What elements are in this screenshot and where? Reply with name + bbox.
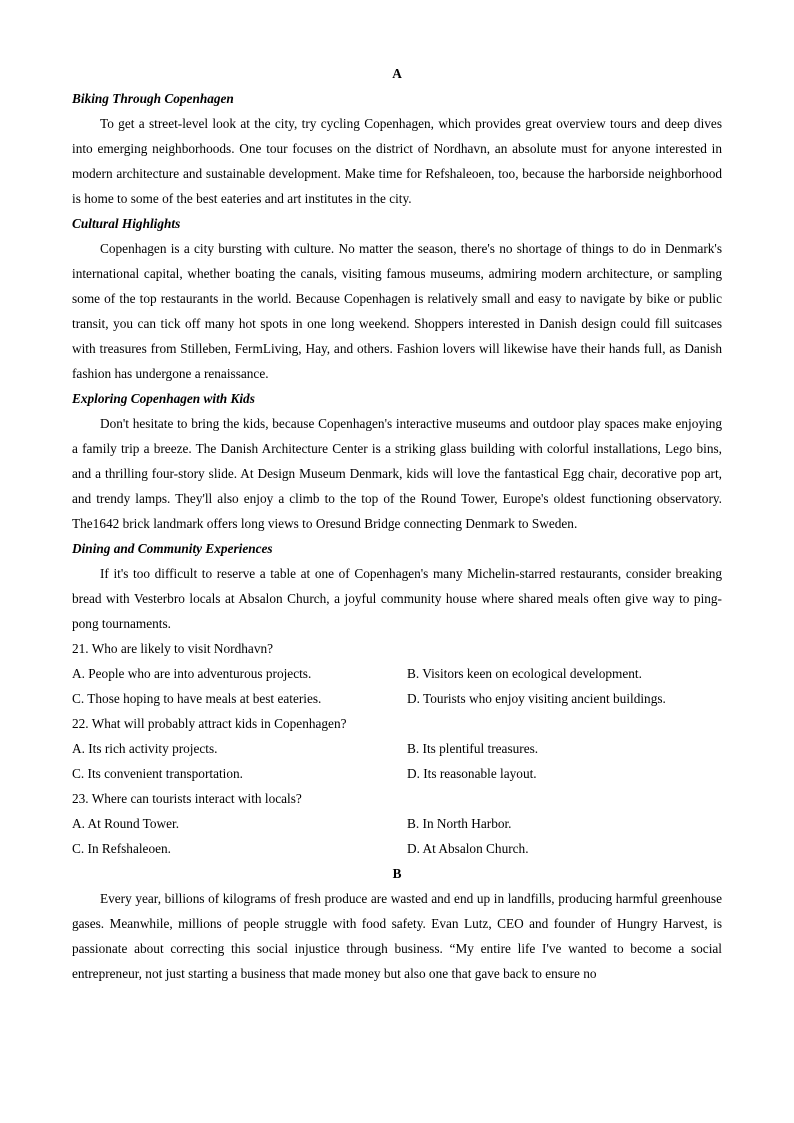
- option-d: D. At Absalon Church.: [407, 841, 529, 856]
- section-heading-dining: Dining and Community Experiences: [72, 541, 273, 556]
- option-c: C. Its convenient transportation.: [72, 766, 243, 781]
- option-grid: [72, 736, 722, 786]
- question-stem: 23. Where can tourists interact with locals?: [72, 791, 302, 806]
- option-a: A. At Round Tower.: [72, 816, 180, 831]
- question-21: [72, 636, 722, 711]
- section-text-kids: Don't hesitate to bring the kids, because Copenhagen's interactive museums and outdoor play spaces make enjoying a family trip a breeze. The Danish Architecture Center is a striking glass building with colorful installations, Lego bins, and a thrilling four-story slide. At Design Museum Denmark, kids will love the fantastical Egg chair, decorative pop art, and trendy lamps. They'll also enjoy a climb to the top of the Round Tower, Europe's oldest functioning observatory. The1642 brick landmark offers long views to Oresund Bridge connecting Denmark to Sweden.: [72, 416, 722, 531]
- section-heading-biking: Biking Through Copenhagen: [72, 91, 234, 106]
- question-stem: 22. What will probably attract kids in Copenhagen?: [72, 716, 347, 731]
- option-c: C. Those hoping to have meals at best eateries.: [72, 691, 322, 706]
- option-b: B. Its plentiful treasures.: [407, 741, 539, 756]
- question-22: [72, 711, 722, 786]
- option-d: D. Tourists who enjoy visiting ancient buildings.: [407, 691, 666, 706]
- option-c: C. In Refshaleoen.: [72, 841, 171, 856]
- section-heading-kids: Exploring Copenhagen with Kids: [72, 391, 255, 406]
- option-a: A. Its rich activity projects.: [72, 741, 218, 756]
- option-grid: [72, 811, 722, 861]
- option-b: B. Visitors keen on ecological development.: [407, 666, 642, 681]
- passage-a-label: A: [392, 66, 402, 81]
- option-grid: [72, 661, 722, 711]
- passage-b-label: B: [392, 866, 402, 881]
- exam-page: [72, 61, 722, 986]
- question-23: [72, 786, 722, 861]
- section-text-dining: If it's too difficult to reserve a table at one of Copenhagen's many Michelin-starred restaurants, consider breaking bread with Vesterbro locals at Absalon Church, a joyful community house where shared meals often give way to ping-pong tournaments.: [72, 566, 722, 631]
- section-text-culture: Copenhagen is a city bursting with culture. No matter the season, there's no shortage of things to do in Denmark's international capital, whether boating the canals, visiting famous museums, admiring modern architecture, or sampling some of the top restaurants in the world. Because Copenhagen is relatively small and easy to navigate by bike or public transit, you can tick off many hot spots in one long weekend. Shoppers interested in Danish design could fill suitcases with treasures from Stilleben, FermLiving, Hay, and others. Fashion lovers will likewise have their hands full, as Danish fashion has undergone a renaissance.: [72, 241, 722, 381]
- section-text-biking: To get a street-level look at the city, try cycling Copenhagen, which provides great overview tours and deep dives into emerging neighborhoods. One tour focuses on the district of Nordhavn, an absolute must for anyone interested in modern architecture and sustainable development. Make time for Refshaleoen, too, because the harborside neighborhood is home to some of the best eateries and art institutes in the city.: [72, 116, 722, 206]
- question-stem: 21. Who are likely to visit Nordhavn?: [72, 641, 274, 656]
- option-d: D. Its reasonable layout.: [407, 766, 537, 781]
- passage-b-text: Every year, billions of kilograms of fresh produce are wasted and end up in landfills, producing harmful greenhouse gases. Meanwhile, millions of people struggle with food safety. Evan Lutz, CEO and founder of Hungry Harvest, is passionate about correcting this social injustice through business. “My entire life I've wanted to become a social entrepreneur, not just starting a business that made money but also one that gave back to ensure no: [72, 891, 722, 981]
- section-heading-culture: Cultural Highlights: [72, 216, 181, 231]
- option-a: A. People who are into adventurous projects.: [72, 666, 312, 681]
- option-b: B. In North Harbor.: [407, 816, 512, 831]
